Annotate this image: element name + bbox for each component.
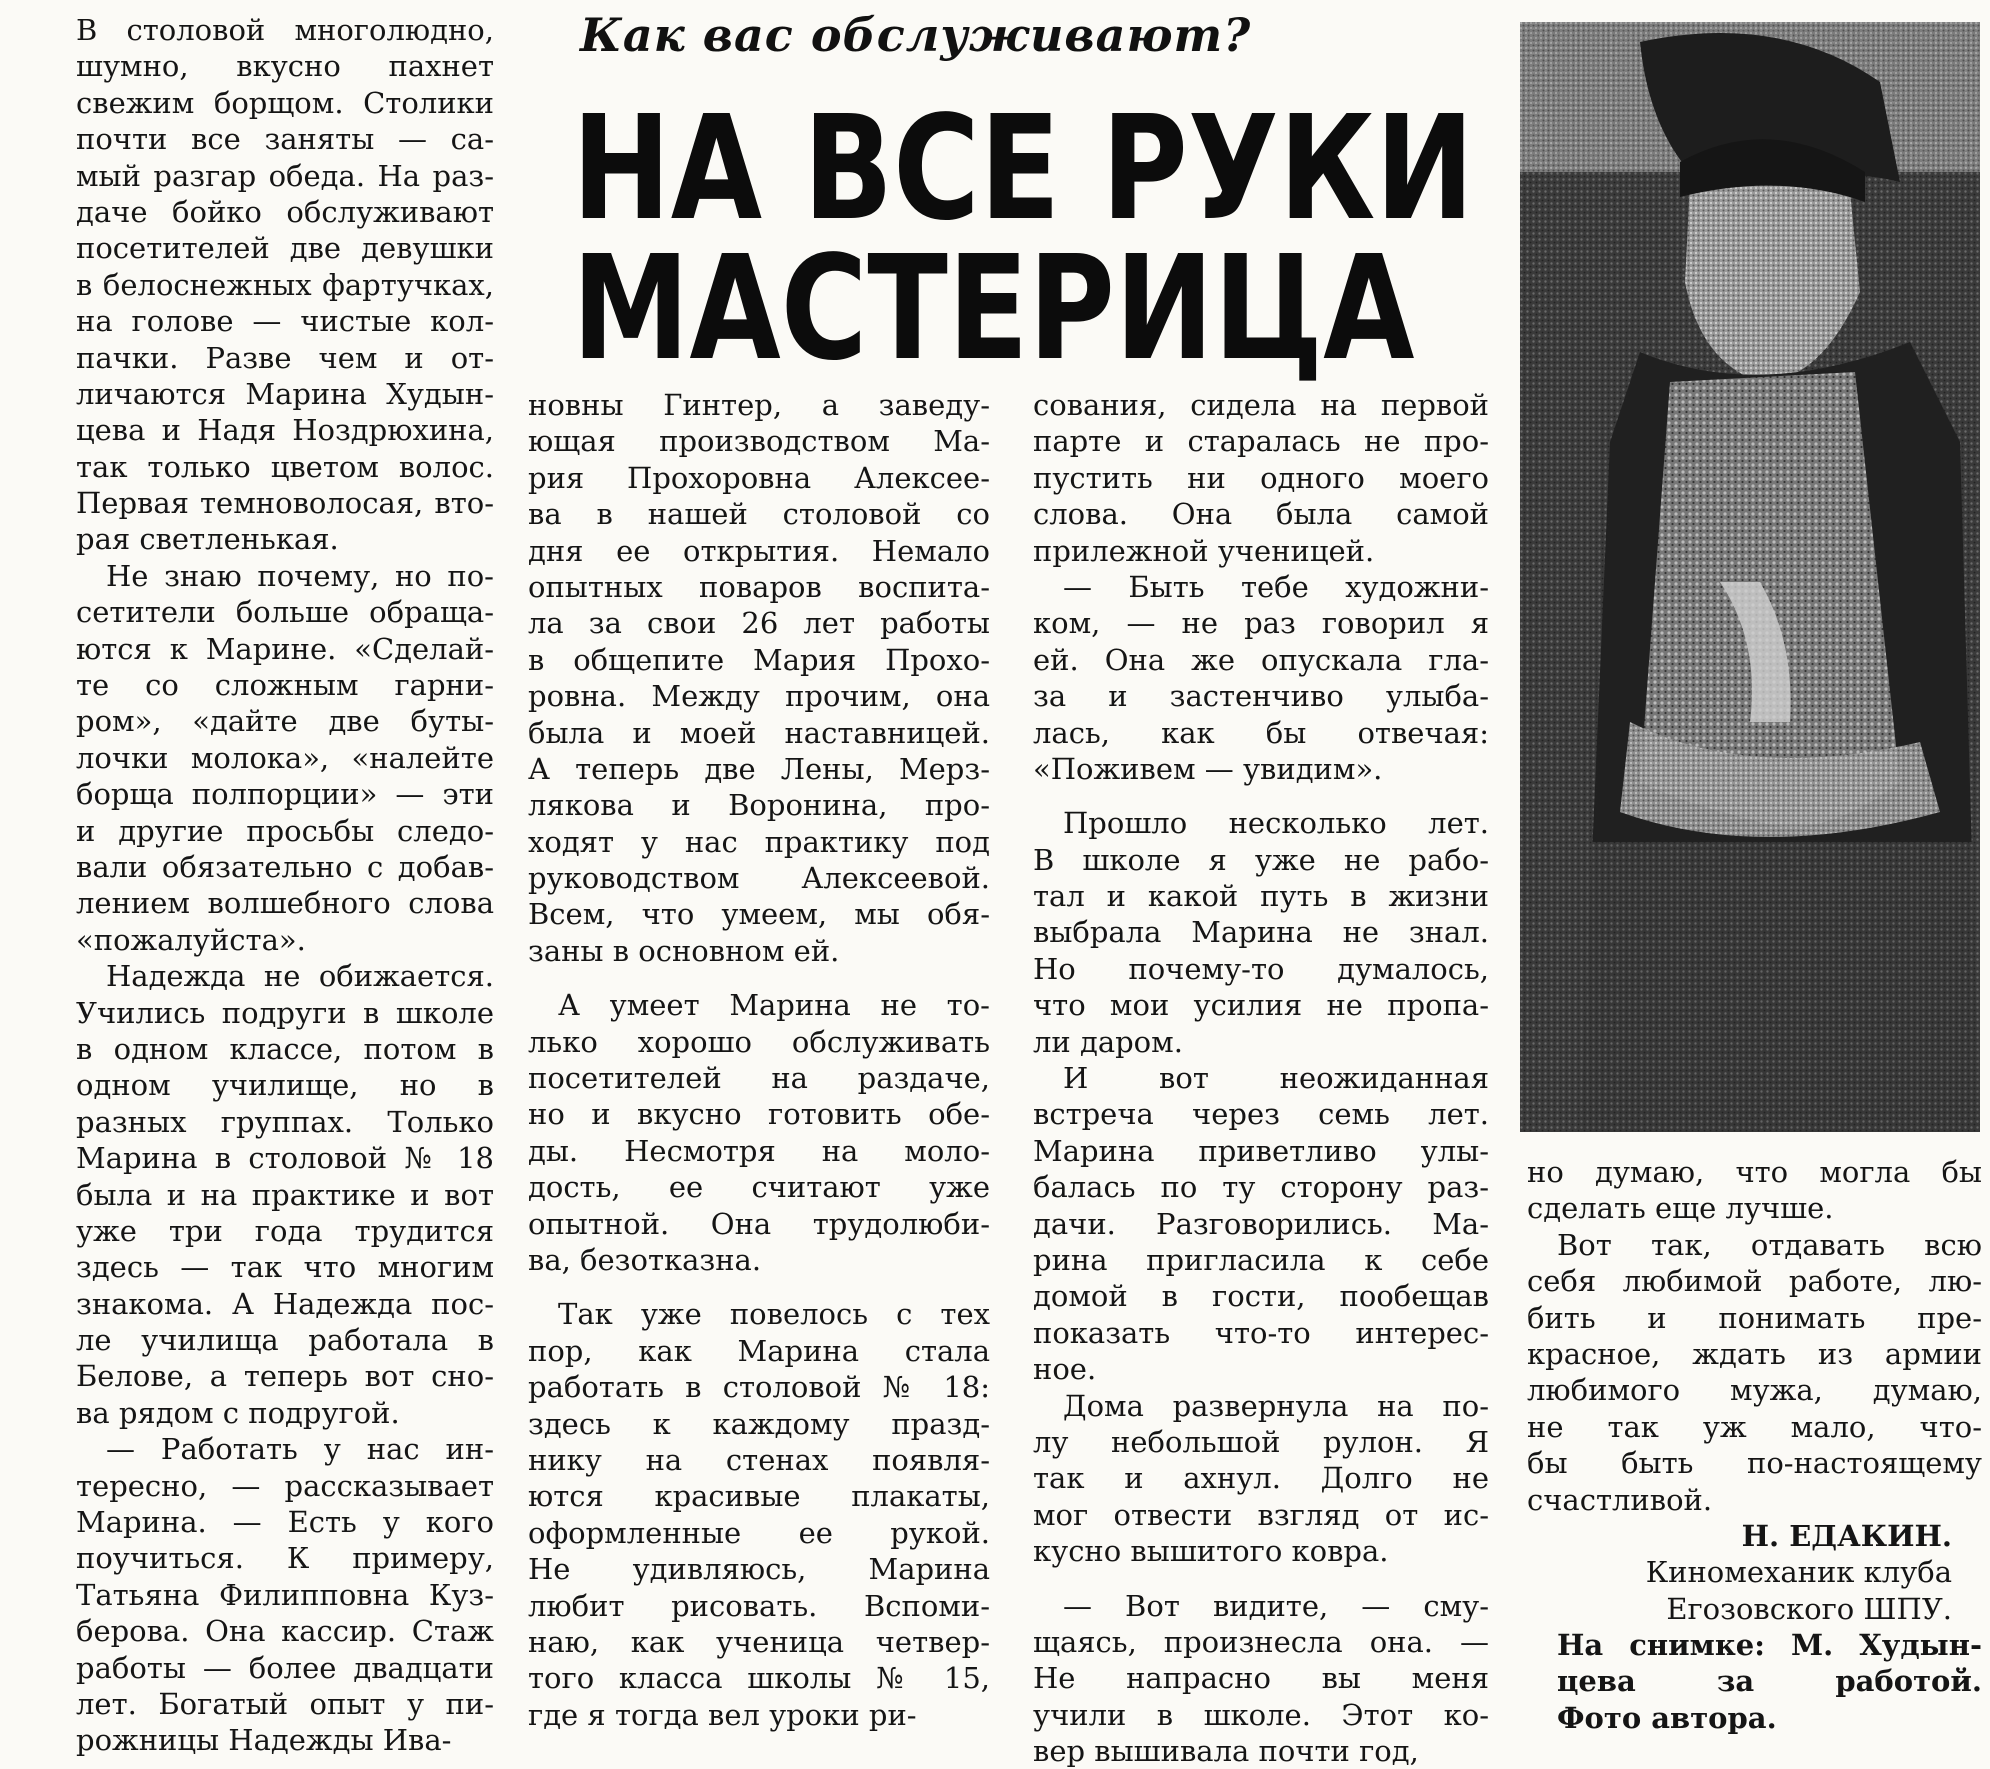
text-line: на голове — чистые кол- <box>76 304 494 339</box>
text-line: Всем, что умеем, мы обя- <box>528 897 990 932</box>
text-line: но думаю, что могла бы <box>1527 1155 1982 1189</box>
text-line: Фото автора. <box>1557 1700 1777 1735</box>
text-line: ла за свои 26 лет работы <box>528 606 990 641</box>
text-line: так и ахнул. Долго не <box>1033 1461 1489 1496</box>
text-line: работы — более двадцати <box>76 1650 494 1685</box>
text-line: рина пригласила к себе <box>1033 1242 1489 1277</box>
text-line: борща полпорции» — эти <box>76 777 494 812</box>
text-line: Киномеханик клуба <box>1645 1555 1952 1590</box>
text-line: Марина в столовой № 18 <box>76 1141 494 1176</box>
text-line: заны в основном ей. <box>528 933 840 968</box>
text-line: почти все заняты — са- <box>76 122 494 157</box>
text-line: новны Гинтер, а заведу- <box>528 388 990 422</box>
text-line: А умеет Марина не то- <box>558 988 990 1023</box>
headline-line-1: НА ВСЕ РУКИ <box>572 83 1475 253</box>
text-line: ходят у нас практику под <box>528 824 990 859</box>
text-line: встреча через семь лет. <box>1033 1097 1489 1132</box>
text-line: бы быть по-настоящему <box>1527 1446 1982 1481</box>
text-line: И вот неожиданная <box>1063 1061 1489 1096</box>
text-line: — Работать у нас ин- <box>106 1432 494 1467</box>
text-line: Марина. — Есть у кого <box>76 1505 494 1540</box>
text-line: была и моей наставницей. <box>528 715 990 750</box>
text-line <box>1033 1570 1489 1588</box>
text-line: себя любимой работе, лю- <box>1527 1264 1982 1299</box>
text-line: рия Прохоровна Алексее- <box>528 460 990 495</box>
text-line: щаясь, произнесла она. — <box>1033 1624 1489 1659</box>
text-line: лякова и Воронина, про- <box>528 788 990 823</box>
text-line: оформленные ее рукой. <box>528 1515 990 1550</box>
article-column-1 <box>76 12 494 1759</box>
text-line: Дома развернула на по- <box>1063 1388 1489 1423</box>
text-line: работать в столовой № 18: <box>528 1370 990 1405</box>
text-line: ное. <box>1033 1352 1097 1387</box>
text-line: ва в нашей столовой со <box>528 497 990 532</box>
text-line: рая светленькая. <box>76 522 339 557</box>
text-line: дость, ее считают уже <box>528 1170 990 1205</box>
text-line: ются красивые плакаты, <box>528 1479 990 1514</box>
text-line: лением волшебного слова <box>76 886 494 921</box>
text-line: посетителей две девушки <box>76 231 494 266</box>
text-line: но и вкусно готовить обе- <box>528 1097 990 1132</box>
text-line: «пожалуйста». <box>76 922 306 957</box>
text-line: пустить ни одного моего <box>1033 460 1489 495</box>
text-line: мый разгар обеда. На раз- <box>76 158 494 193</box>
text-line: пачки. Разве чем и от- <box>76 340 494 375</box>
text-line: ровна. Между прочим, она <box>528 679 990 714</box>
text-line: опытной. Она трудолюби- <box>528 1206 990 1241</box>
text-line: в одном классе, потом в <box>76 1031 494 1066</box>
text-line: лько хорошо обслуживать <box>528 1024 990 1059</box>
text-line: в общепите Мария Прохо- <box>528 642 990 677</box>
text-line: Надежда не обижается. <box>106 959 494 994</box>
text-line: Марина приветливо улы- <box>1033 1133 1489 1168</box>
text-line: Егозовского ШПУ. <box>1666 1591 1952 1626</box>
text-line: вали обязательно с добав- <box>76 849 494 884</box>
text-line: На снимке: М. Худын- <box>1557 1628 1982 1663</box>
text-line: рожницы Надежды Ива- <box>76 1723 452 1758</box>
text-line: дня ее открытия. Немало <box>528 533 990 568</box>
text-line: парте и старалась не про- <box>1033 424 1489 459</box>
article-photo <box>1520 22 1980 1132</box>
text-line: одном училище, но в <box>76 1068 494 1103</box>
article-column-3 <box>1033 387 1489 1769</box>
text-line: В столовой многолюдно, <box>76 13 494 47</box>
text-line: Учились подруги в школе <box>76 995 494 1030</box>
text-line: любит рисовать. Вспоми- <box>528 1588 990 1623</box>
text-line: свежим борщом. Столики <box>76 85 494 120</box>
text-line: ющая производством Ма- <box>528 424 990 459</box>
text-line: сетители больше обраща- <box>76 595 494 630</box>
text-line: Н. ЕДАКИН. <box>1741 1518 1952 1553</box>
text-line: мог отвести взгляд от ис- <box>1033 1497 1489 1532</box>
text-line: вер вышивала почти год, <box>1033 1734 1419 1769</box>
article-column-4 <box>1527 1154 1982 1736</box>
text-line: берова. Она кассир. Стаж <box>76 1614 494 1649</box>
text-line: ром», «дайте две буты- <box>76 704 494 739</box>
text-line: Первая темноволосая, вто- <box>76 486 494 521</box>
text-line: те со сложным гарни- <box>76 668 494 703</box>
text-line: Прошло несколько лет. <box>1063 806 1489 841</box>
text-line: показать что-то интерес- <box>1033 1315 1489 1350</box>
text-line: бить и понимать пре- <box>1527 1300 1982 1335</box>
text-line: знакома. А Надежда пос- <box>76 1286 494 1321</box>
text-line: — Вот видите, — сму- <box>1063 1588 1489 1623</box>
text-line: уже три года трудится <box>76 1213 494 1248</box>
text-line: лочки молока», «налейте <box>76 740 494 775</box>
text-line: Не знаю почему, но по- <box>106 558 494 593</box>
text-line: домой в гости, пообещав <box>1033 1279 1489 1314</box>
text-line: В школе я уже не рабо- <box>1033 842 1489 877</box>
text-line: — Быть тебе художни- <box>1063 569 1489 604</box>
text-line <box>528 969 990 987</box>
text-line: даче бойко обслуживают <box>76 194 494 229</box>
text-line: лу небольшой рулон. Я <box>1033 1424 1489 1459</box>
text-line: разных группах. Только <box>76 1104 494 1139</box>
text-line: в белоснежных фартучках, <box>76 267 494 302</box>
text-line <box>1033 787 1489 805</box>
text-line: опытных поваров воспита- <box>528 569 990 604</box>
text-line: выбрала Марина не знал. <box>1033 915 1489 950</box>
text-line: сования, сидела на первой <box>1033 388 1489 422</box>
text-line: Так уже повелось с тех <box>558 1297 990 1332</box>
text-line: посетителей на раздаче, <box>528 1061 990 1096</box>
text-line: здесь к каждому празд- <box>528 1406 990 1441</box>
text-line: слова. Она была самой <box>1033 497 1489 532</box>
text-line: Вот так, отдавать всю <box>1557 1227 1982 1262</box>
text-line: учили в школе. Этот ко- <box>1033 1697 1489 1732</box>
text-line: Татьяна Филипповна Куз- <box>76 1577 494 1612</box>
text-line: счастливой. <box>1527 1482 1713 1517</box>
text-line: Не удивляюсь, Марина <box>528 1552 990 1587</box>
text-line: личаются Марина Худын- <box>76 376 494 411</box>
rubric-title: Как вас обслуживают? <box>580 8 1252 62</box>
text-line: ли даром. <box>1033 1024 1183 1059</box>
text-line: руководством Алексеевой. <box>528 861 990 896</box>
text-line: за и застенчиво улыба- <box>1033 679 1489 714</box>
text-line: А теперь две Лены, Мерз- <box>528 751 990 786</box>
text-line: Белове, а теперь вот сно- <box>76 1359 494 1394</box>
text-line: поучиться. К примеру, <box>76 1541 494 1576</box>
text-line: ей. Она же опускала гла- <box>1033 642 1489 677</box>
text-line: кусно вышитого ковра. <box>1033 1534 1389 1569</box>
text-line: дачи. Разговорились. Ма- <box>1033 1206 1489 1241</box>
text-line: была и на практике и вот <box>76 1177 494 1212</box>
text-line: шумно, вкусно пахнет <box>76 49 494 84</box>
text-line: здесь — так что многим <box>76 1250 494 1285</box>
photo-figure-illustration <box>1520 22 1980 1132</box>
text-line: так только цветом волос. <box>76 449 494 484</box>
article-column-2 <box>528 387 990 1733</box>
text-line <box>528 1278 990 1296</box>
text-line: ва, безотказна. <box>528 1242 762 1277</box>
text-line: где я тогда вел уроки ри- <box>528 1697 917 1732</box>
headline-line-2: МАСТЕРИЦА <box>572 223 1415 393</box>
text-line: прилежной ученицей. <box>1033 533 1375 568</box>
text-line: не так уж мало, что- <box>1527 1409 1982 1444</box>
text-line: ком, — не раз говорил я <box>1033 606 1489 641</box>
text-line: лась, как бы отвечая: <box>1033 715 1489 750</box>
text-line: цева за работой. <box>1557 1664 1982 1699</box>
text-line: красное, ждать из армии <box>1527 1336 1982 1371</box>
text-line: нику на стенах появля- <box>528 1442 990 1477</box>
text-line: ле училища работала в <box>76 1323 494 1358</box>
text-line: цева и Надя Ноздрюхина, <box>76 413 494 448</box>
text-line: ды. Несмотря на моло- <box>528 1133 990 1168</box>
text-line: и другие просьбы следо- <box>76 813 494 848</box>
text-line: сделать еще лучше. <box>1527 1191 1834 1226</box>
text-line: пор, как Марина стала <box>528 1333 990 1368</box>
text-line: лет. Богатый опыт у пи- <box>76 1686 494 1721</box>
text-line: тал и какой путь в жизни <box>1033 879 1489 914</box>
text-line: того класса школы № 15, <box>528 1661 990 1696</box>
text-line: ва рядом с подругой. <box>76 1395 400 1430</box>
text-line: любимого мужа, думаю, <box>1527 1373 1982 1408</box>
text-line: балась по ту сторону раз- <box>1033 1170 1489 1205</box>
text-line: что мои усилия не пропа- <box>1033 988 1489 1023</box>
text-line: Не напрасно вы меня <box>1033 1661 1489 1696</box>
text-line: Но почему-то думалось, <box>1033 951 1489 986</box>
text-line: тересно, — рассказывает <box>76 1468 494 1503</box>
text-line: наю, как ученица четвер- <box>528 1624 990 1659</box>
text-line: ются к Марине. «Сделай- <box>76 631 494 666</box>
text-line: «Поживем — увидим». <box>1033 751 1383 786</box>
